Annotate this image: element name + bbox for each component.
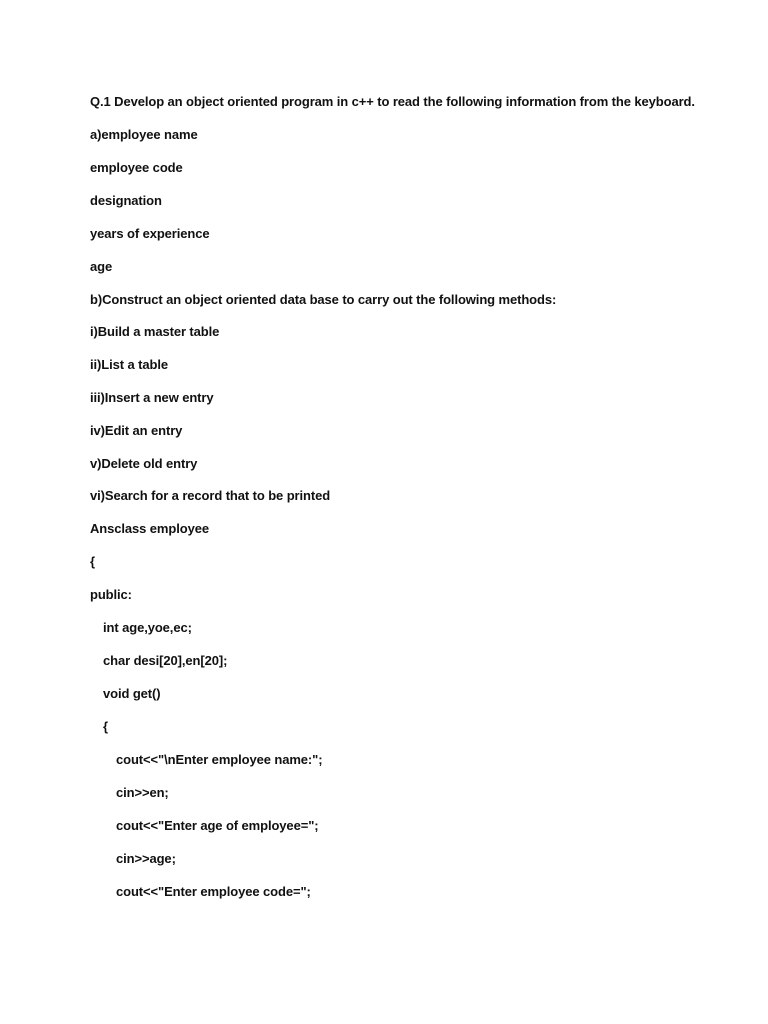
code-cout-code: cout<<"Enter employee code="; xyxy=(116,884,311,899)
code-public: public: xyxy=(90,587,132,602)
item-designation: designation xyxy=(90,193,162,208)
method-build-table: i)Build a master table xyxy=(90,324,220,339)
code-char-decl: char desi[20],en[20]; xyxy=(103,653,228,668)
item-employee-code: employee code xyxy=(90,160,183,175)
item-age: age xyxy=(90,259,113,274)
item-employee-name: a)employee name xyxy=(90,127,198,142)
answer-class-line: Ansclass employee xyxy=(90,521,209,536)
code-cout-age: cout<<"Enter age of employee="; xyxy=(116,818,319,833)
code-cout-name: cout<<"\nEnter employee name:"; xyxy=(116,752,323,767)
method-edit-entry: iv)Edit an entry xyxy=(90,423,183,438)
item-years-experience: years of experience xyxy=(90,226,210,241)
method-delete-entry: v)Delete old entry xyxy=(90,456,198,471)
code-get-open-brace: { xyxy=(103,719,108,734)
question-heading: Q.1 Develop an object oriented program in c++ to read the following information from the keyboard. xyxy=(90,94,695,109)
code-int-decl: int age,yoe,ec; xyxy=(103,620,192,635)
method-search-record: vi)Search for a record that to be printed xyxy=(90,488,331,503)
method-insert-entry: iii)Insert a new entry xyxy=(90,390,214,405)
code-void-get: void get() xyxy=(103,686,161,701)
code-cin-name: cin>>en; xyxy=(116,785,169,800)
part-b-heading: b)Construct an object oriented data base to carry out the following methods: xyxy=(90,292,557,307)
code-open-brace: { xyxy=(90,554,95,569)
code-cin-age: cin>>age; xyxy=(116,851,176,866)
method-list-table: ii)List a table xyxy=(90,357,168,372)
